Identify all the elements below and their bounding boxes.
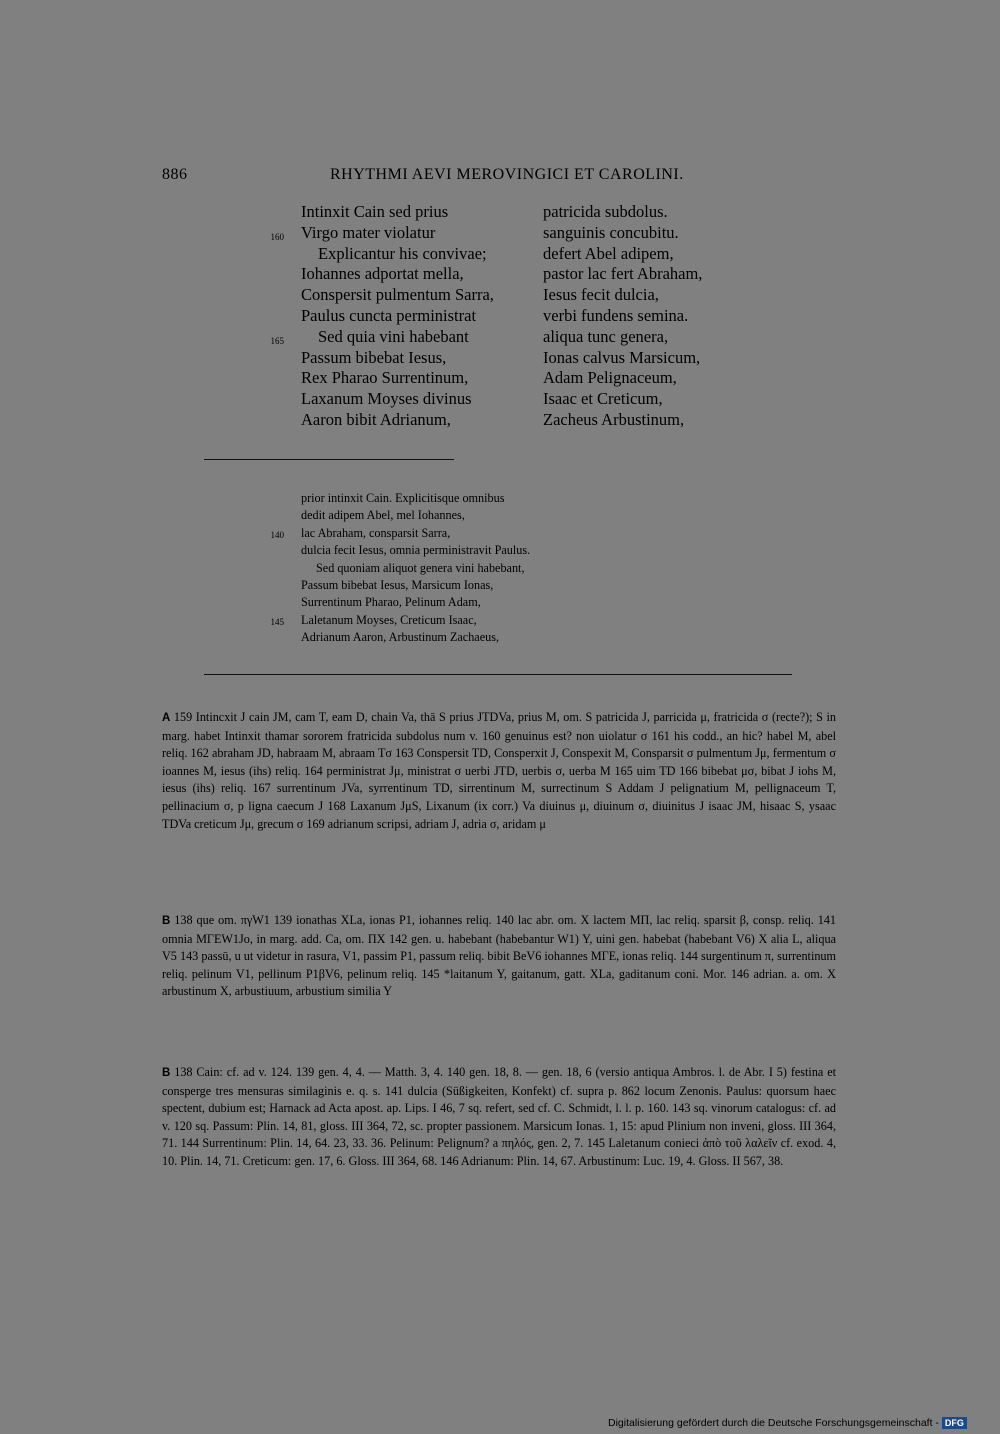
verse-line (0, 410, 1000, 431)
verse-text: dedit adipem Abel, mel Iohannes, (301, 508, 465, 523)
running-title: RHYTHMI AEVI MEROVINGICI ET CAROLINI. (330, 166, 684, 183)
apparatus-label: B (162, 1067, 171, 1079)
apparatus-text: 159 Intincxit J cain JM, cam T, eam D, chain Va, thā S prius JTDVa, prius M, om. S patricida J, parricida μ, fratricida σ (recte?); S in marg. habet Intinxit thamar sororem fratricida subdolus num v. 160 genuinus est? non uiolatur σ 161 his codd., an hic? habel M, abel reliq. 162 abraham JD, habraam M, abraam Tσ 163 Conspersit TD, Consperxit J, Conspexit M, Consparsit σ pulmentum Jμ, fermentum σ ioannes M, iesus (ihs) reliq. 164 perministrat Jμ, ministrat σ uerbi JTD, uerbis σ, uerba M 165 uim TD 166 bibebat μσ, bibat J iohs M, iesus (ihs) reliq. 167 surrentinum JVa, syrrentinum TD, sirrentinum M, surrectinum S Addam J pelignatium M, pellignaceum T, pellinacium σ, p ligna caecum J 168 Laxanum JμS, Lixanum (ix corr.) Va diuinus μ, diuinum σ, diuinitus J isaac JM, hisaac S, ysaac TDVa creticum Jμ, grecum σ 169 adrianum scripsi, adriam J, adria σ, aridam μ (162, 710, 836, 831)
verse-text: dulcia fecit Iesus, omnia perministravit Paulus. (301, 543, 531, 558)
section-divider-long (204, 674, 792, 675)
verse-line (0, 507, 1000, 524)
verse-text: Laletanum Moyses, Creticum Isaac, (301, 612, 477, 627)
apparatus-text: 138 que om. πγW1 139 ionathas XLa, ionas P1, iohannes reliq. 140 lac abr. om. X lactem MΠ, lac reliq. sparsit β, consp. reliq. 141 omnia MΓEW1Jo, in marg. add. Ca, om. ΠX 142 gen. u. habebant (habebantur W1) Y, uini gen. habebat (habebant V6) X alia L, aliqua V5 143 passū, u ut videtur in rasura, V1, passim P1, passum reliq. bibit BeV6 iohannes MΓE, ionas reliq. 144 surgentinum π, surrentinum reliq. pelinum V1, pellinum P1βV6, pelinum reliq. 145 *laitanum Y, gaitanum, gatt. XLa, gaditanum coni. Mor. 146 adrian. a. om. X arbustinum X, arbustiuum, arbustium similia Y (162, 913, 837, 999)
verse-left: Virgo mater violatur (301, 222, 436, 242)
verse-left: Passum bibebat Iesus, (301, 347, 447, 367)
verse-left: Paulus cuncta perministrat (301, 306, 477, 325)
verse-left: Aaron bibit Adrianum, (301, 410, 451, 429)
verse-line (0, 285, 1000, 306)
verse-line (0, 244, 1000, 265)
verse-left: Iohannes adportat mella, (301, 264, 464, 284)
verse-line (0, 223, 1000, 244)
verse-text: prior intinxit Cain. Explicitisque omnibus (301, 491, 505, 505)
verse-line (0, 368, 1000, 389)
apparatus-a (162, 709, 836, 833)
apparatus-text: 138 Cain: cf. ad v. 124. 139 gen. 4, 4. — Matth. 3, 4. 140 gen. 18, 8. — gen. 18, 6 (versio antiqua Ambros. l. de Abr. I 5) festina et consperge tres mensuras similaginis e. q. s. 141 dulcia (Süßigkeiten, Konfekt) cf. supra p. 862 locum Zenonis. Paulus: quorsum haec spectent, dubium est; Harnack ad Acta apost. ap. Lips. I 46, 7 sq. refert, sed cf. C. Schmidt, l. l. p. 160. 143 sq. vinorum catalogus: cf. ad v. 120 sq. Passum: Plin. 14, 81, gloss. III 364, 72, sc. propter passionem. Marsicum Ionas. 1, 15: apud Plinium non inveni, gloss. III 364, 71. 144 Surrentinum: Plin. 14, 64. 23, 33. 36. Pelinum: Pelignum? a πηλός, gen. 2, 7. 145 Laletanum conieci ἀπὸ τοῦ λαλεῖν cf. exod. 4, 10. Plin. 14, 71. Creticum: gen. 17, 6. Gloss. III 364, 68. 146 Adrianum: Plin. 14, 67. Arbustinum: Luc. 19, 4. Gloss. II 567, 38. (162, 1065, 837, 1168)
line-number: 160 (270, 231, 284, 242)
verse-right: aliqua tunc genera, (543, 326, 669, 346)
verse-line (0, 577, 1000, 594)
verse-text: Surrentinum Pharao, Pelinum Adam, (301, 595, 481, 610)
verse-right: Ionas calvus Marsicum, (543, 347, 701, 367)
verse-right: sanguinis concubitu. (543, 222, 679, 242)
verse-right: defert Abel adipem, (543, 243, 674, 263)
verse-text: lac Abraham, consparsit Sarra, (301, 525, 451, 540)
verse-right: Iesus fecit dulcia, (543, 285, 659, 305)
line-number: 145 (270, 616, 284, 627)
verse-left: Rex Pharao Surrentinum, (301, 368, 469, 388)
verse-left: Intinxit Cain sed prius (301, 202, 449, 221)
apparatus-label: A (162, 712, 171, 724)
verse-right: verbi fundens semina. (543, 306, 689, 325)
verse-right: Adam Pelignaceum, (543, 368, 677, 388)
verse-line (0, 306, 1000, 327)
apparatus-notes (162, 1064, 836, 1171)
page-number: 886 (162, 166, 188, 183)
verse-right: Zacheus Arbustinum, (543, 410, 685, 429)
verse-line (0, 348, 1000, 369)
verse-left: Explicantur his convivae; (318, 243, 487, 263)
apparatus-label: B (162, 915, 171, 927)
verse-line (0, 612, 1000, 629)
verse-line (0, 560, 1000, 577)
verse-line (0, 594, 1000, 611)
line-number: 165 (270, 335, 284, 346)
verse-line (0, 629, 1000, 646)
verse-line (0, 389, 1000, 410)
apparatus-b (162, 912, 836, 1001)
dfg-logo: DFG (942, 1417, 967, 1429)
verse-line (0, 525, 1000, 542)
verse-text: Adrianum Aaron, Arbustinum Zachaeus, (301, 630, 500, 645)
line-number: 140 (270, 529, 284, 540)
section-divider-short (204, 459, 454, 460)
footer-text: Digitalisierung gefördert durch die Deutsche Forschungsgemeinschaft - (608, 1417, 939, 1429)
verse-left: Conspersit pulmentum Sarra, (301, 285, 494, 305)
verse-line (0, 542, 1000, 559)
verse-right: pastor lac fert Abraham, (543, 264, 703, 284)
verse-left: Laxanum Moyses divinus (301, 389, 472, 409)
verse-right: Isaac et Creticum, (543, 389, 663, 409)
verse-left: Sed quia vini habebant (318, 326, 469, 346)
verse-text: Sed quoniam aliquot genera vini habebant, (316, 560, 525, 575)
verse-line (0, 264, 1000, 285)
verse-line (0, 327, 1000, 348)
verse-line (0, 202, 1000, 223)
footer-credit (608, 1417, 967, 1429)
verse-text: Passum bibebat Iesus, Marsicum Ionas, (301, 578, 494, 592)
verse-right: patricida subdolus. (543, 202, 668, 221)
verse-line (0, 490, 1000, 507)
